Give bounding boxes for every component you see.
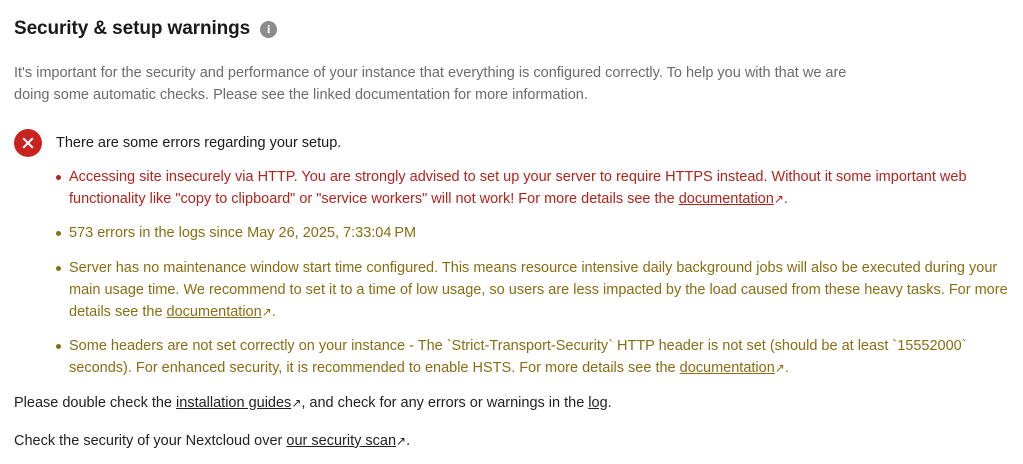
info-icon[interactable]: i — [260, 21, 277, 38]
list-item — [56, 167, 1009, 211]
footer-text-3: . — [607, 394, 612, 411]
warning-list — [14, 167, 1009, 380]
warning-text-tail: . — [271, 303, 276, 320]
security-scan-link[interactable]: our security scan ↗ — [286, 433, 406, 449]
intro-text: It's important for the security and performance of your instance that everything is configured correctly. To help you with that we are doing some automatic checks. Please see the linked documentation for more information. — [14, 65, 847, 104]
page-title: Security & setup warnings — [14, 18, 251, 39]
list-item — [56, 258, 1009, 323]
warning-text: 573 errors in the logs since May 26, 2025, 7:33:04 PM — [69, 225, 417, 242]
warning-text: Accessing site insecurely via HTTP. You are strongly advised to set up your server to require HTTPS instead. Without it some important web functionality like "copy to clipboard" or "service workers" will not work! For more details see the — [69, 168, 967, 207]
warning-text-tail: . — [784, 360, 789, 377]
security-scan-line — [14, 431, 1009, 453]
footer-text-2: , and check for any errors or warnings in the — [301, 394, 589, 411]
footer-text-5: . — [406, 432, 411, 449]
documentation-link[interactable]: documentation ↗ — [167, 304, 272, 320]
documentation-link[interactable]: documentation ↗ — [679, 191, 784, 207]
log-link[interactable]: log — [588, 394, 608, 411]
warning-text-tail: . — [783, 190, 788, 207]
error-circle-icon — [14, 129, 42, 157]
error-summary-label: There are some errors regarding your setup. — [56, 134, 342, 151]
footer-text-1: Please double check the — [14, 394, 177, 411]
list-item — [56, 336, 1009, 380]
page-title-row — [14, 18, 1009, 40]
footer-text-4: Check the security of your Nextcloud over — [14, 432, 287, 449]
list-item — [56, 223, 1009, 245]
documentation-link[interactable]: documentation ↗ — [680, 360, 785, 376]
installation-guides-line — [14, 393, 1009, 415]
warning-text: Server has no maintenance window start time configured. This means resource intensive daily background jobs will also be executed during your main usage time. We recommend to set it to a time of low usage, so users are less impacted by the load caused from these heavy tasks. For more details see the — [69, 260, 1008, 320]
warning-text: Some headers are not set correctly on your instance - The `Strict-Transport-Security` HTTP header is not set (should be at least `15552000` seconds). For enhanced security, it is recommended to enable HSTS. For more details see the — [69, 338, 967, 377]
installation-guides-link[interactable]: installation guides ↗ — [176, 395, 301, 411]
error-summary — [14, 129, 1009, 157]
